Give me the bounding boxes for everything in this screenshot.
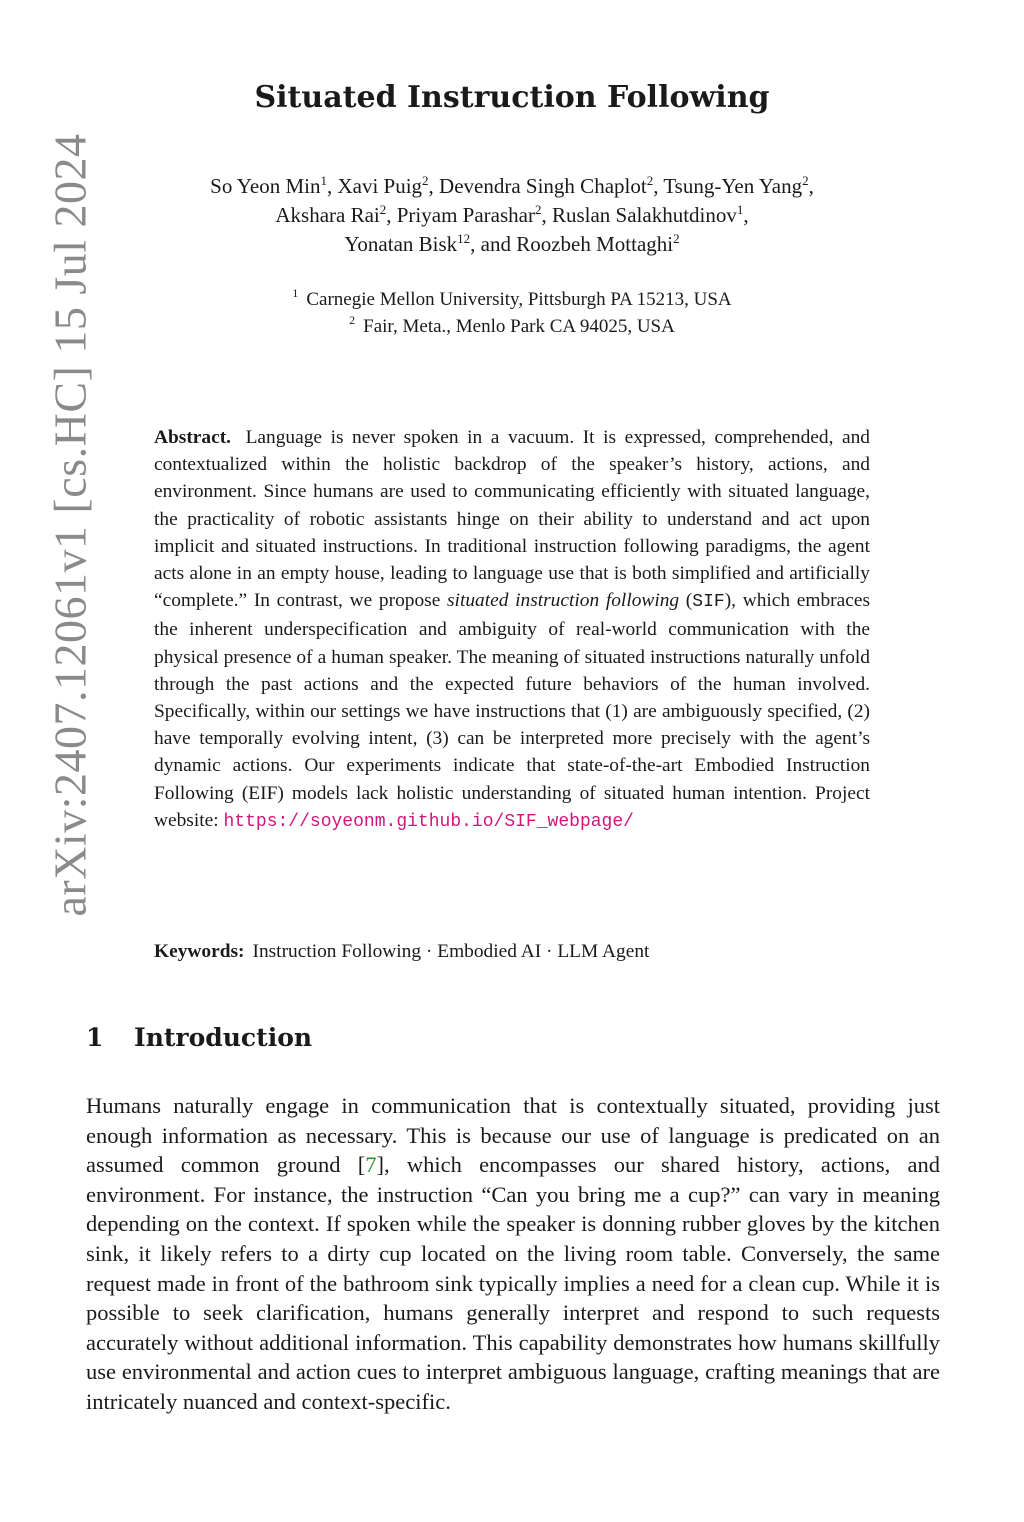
- intro-paragraph: [86, 1091, 940, 1417]
- intro-text: Humans naturally engage in communication that is contextually situated, providing just enough information as necessary. This is because our use of language is predicated on an assumed common ground [: [86, 1093, 940, 1178]
- abstract-text: Language is never spoken in a vacuum. It is expressed, comprehended, and contextualized within the holistic backdrop of the speaker’s history, actions, and environment. Since humans are used to communicating efficiently with situated language, the practicality of robotic assistants hinge on their ability to understand and act upon implicit and situated instructions. In traditional instruction following paradigms, the agent acts alone in an empty house, leading to language use that is both simplified and artificially “complete.” In contrast, we propose: [154, 427, 870, 612]
- project-website-link[interactable]: https://soyeonm.github.io/SIF_webpage/: [223, 811, 634, 832]
- author-affil-sup: 2: [379, 202, 387, 217]
- affiliation-text: Fair, Meta., Menlo Park CA 94025, USA: [363, 316, 675, 337]
- author-affil-sup: 2: [422, 173, 429, 188]
- author-affil-sup: 12: [457, 231, 471, 246]
- affiliation-sup: 2: [349, 313, 356, 327]
- abstract: Abstract. Language is never spoken in a vacuum. It is expressed, comprehended, and contextualized within the holistic backdrop of the speaker’s history, actions, and environment. Since humans are used to communicating efficiently with situated language, the practicality of robotic assistants hinge on their ability to understand and act upon implicit and situated instructions. In traditional instruction following paradigms, the agent acts alone in an empty house, leading to language use that is both simplified and artificially “complete.” In contrast, we propose situated instruction following (SIF), which embraces the inherent underspecification and ambiguity of real-world communication with the physical presence of a human speaker. The meaning of situated instructions naturally unfold through the past actions and the expected future behaviors of the human involved. Specifically, within our settings we have instructions that (1) are ambiguously specified, (2) have temporally evolving intent, (3) can be interpreted more precisely with the agent’s dynamic actions. Our experiments indicate that state-of-the-art Embodied Instruction Following (EIF) models lack holistic understanding of situated human intention. Project website: https://soyeonm.github.io/SIF_webpage/: [154, 427, 870, 832]
- author-name: Xavi Puig: [337, 174, 423, 198]
- affiliation-sup: 1: [292, 286, 299, 300]
- abstract-italic-term: situated instruction following: [447, 590, 680, 612]
- author-affil-sup: 1: [736, 202, 744, 217]
- paper-title: Situated Instruction Following: [254, 80, 770, 115]
- author-line-1: So Yeon Min$^1$, Xavi Puig$^2$, Devendra Singh Chaplot$^2$, Tsung-Yen Yang$^2$,: [210, 173, 814, 198]
- abstract-label: Abstract.: [154, 427, 232, 448]
- section-number: 1: [86, 1023, 104, 1052]
- author-name: Akshara Rai: [275, 203, 380, 227]
- author-list: [100, 172, 924, 259]
- author-name: Priyam Parashar: [396, 203, 535, 227]
- affiliation: [100, 313, 924, 340]
- author-name: Roozbeh Mottaghi: [516, 232, 674, 256]
- author-name: Yonatan Bisk: [344, 232, 458, 256]
- author-affil-sup: 2: [534, 202, 542, 217]
- affiliation-text: Carnegie Mellon University, Pittsburgh PA 15213, USA: [306, 289, 732, 310]
- author-affil-sup: 2: [646, 173, 654, 188]
- keywords-text: Instruction Following · Embodied AI · LLM Agent: [252, 941, 650, 962]
- author-name: Tsung-Yen Yang: [663, 174, 803, 198]
- abstract-acronym: SIF: [692, 592, 725, 613]
- author-name: Devendra Singh Chaplot: [439, 174, 647, 198]
- intro-text: ], which encompasses our shared history, actions, and environment. For instance, the instruction “Can you bring me a cup?” can vary in meaning depending on the context. If spoken while the speaker is donning rubber gloves by the kitchen sink, it likely refers to a dirty cup located on the living room table. Conversely, the same request made in front of the bathroom sink typically implies a need for a clean cup. While it is possible to seek clarification, humans generally interpret and respond to such requests accurately without additional information. This capability demonstrates how humans skillfully use environmental and action cues to interpret ambiguous language, crafting meanings that are intricately nuanced and context-specific.: [86, 1152, 941, 1414]
- affiliation: [100, 286, 924, 313]
- abstract-text: which embraces the inherent underspecification and ambiguity of real-world communication with the physical presence of a human speaker. The meaning of situated instructions naturally unfold through the past actions and the expected future behaviors of the human involved. Specifically, within our settings we have instructions that (1) are ambiguously specified, (2) have temporally evolving intent, (3) can be interpreted more precisely with the agent’s dynamic actions. Our experiments indicate that state-of-the-art Embodied Instruction Following (EIF) models lack holistic understanding of situated human intention.: [154, 590, 870, 804]
- section-title: Introduction: [134, 1023, 313, 1052]
- author-affil-sup: 2: [673, 231, 680, 246]
- citation-link[interactable]: 7: [365, 1152, 377, 1178]
- affiliation-list: [100, 286, 924, 340]
- author-name: So Yeon Min: [210, 174, 321, 198]
- author-conjunction: , and: [470, 232, 517, 256]
- author-affil-sup: 2: [802, 173, 809, 188]
- arxiv-stamp: arXiv:2407.12061v1 [cs.HC] 15 Jul 2024: [44, 133, 96, 917]
- website-label: Project website:: [154, 782, 870, 831]
- keywords: [154, 938, 870, 965]
- author-line-3: [100, 230, 924, 259]
- author-affil-sup: 1: [320, 173, 327, 188]
- section-heading: [86, 1018, 312, 1058]
- author-line-2: Akshara Rai$^2$, Priyam Parashar$^2$, Ruslan Salakhutdinov$^1$,: [275, 202, 749, 227]
- keywords-label: Keywords:: [154, 941, 245, 962]
- author-name: Ruslan Salakhutdinov: [551, 203, 737, 227]
